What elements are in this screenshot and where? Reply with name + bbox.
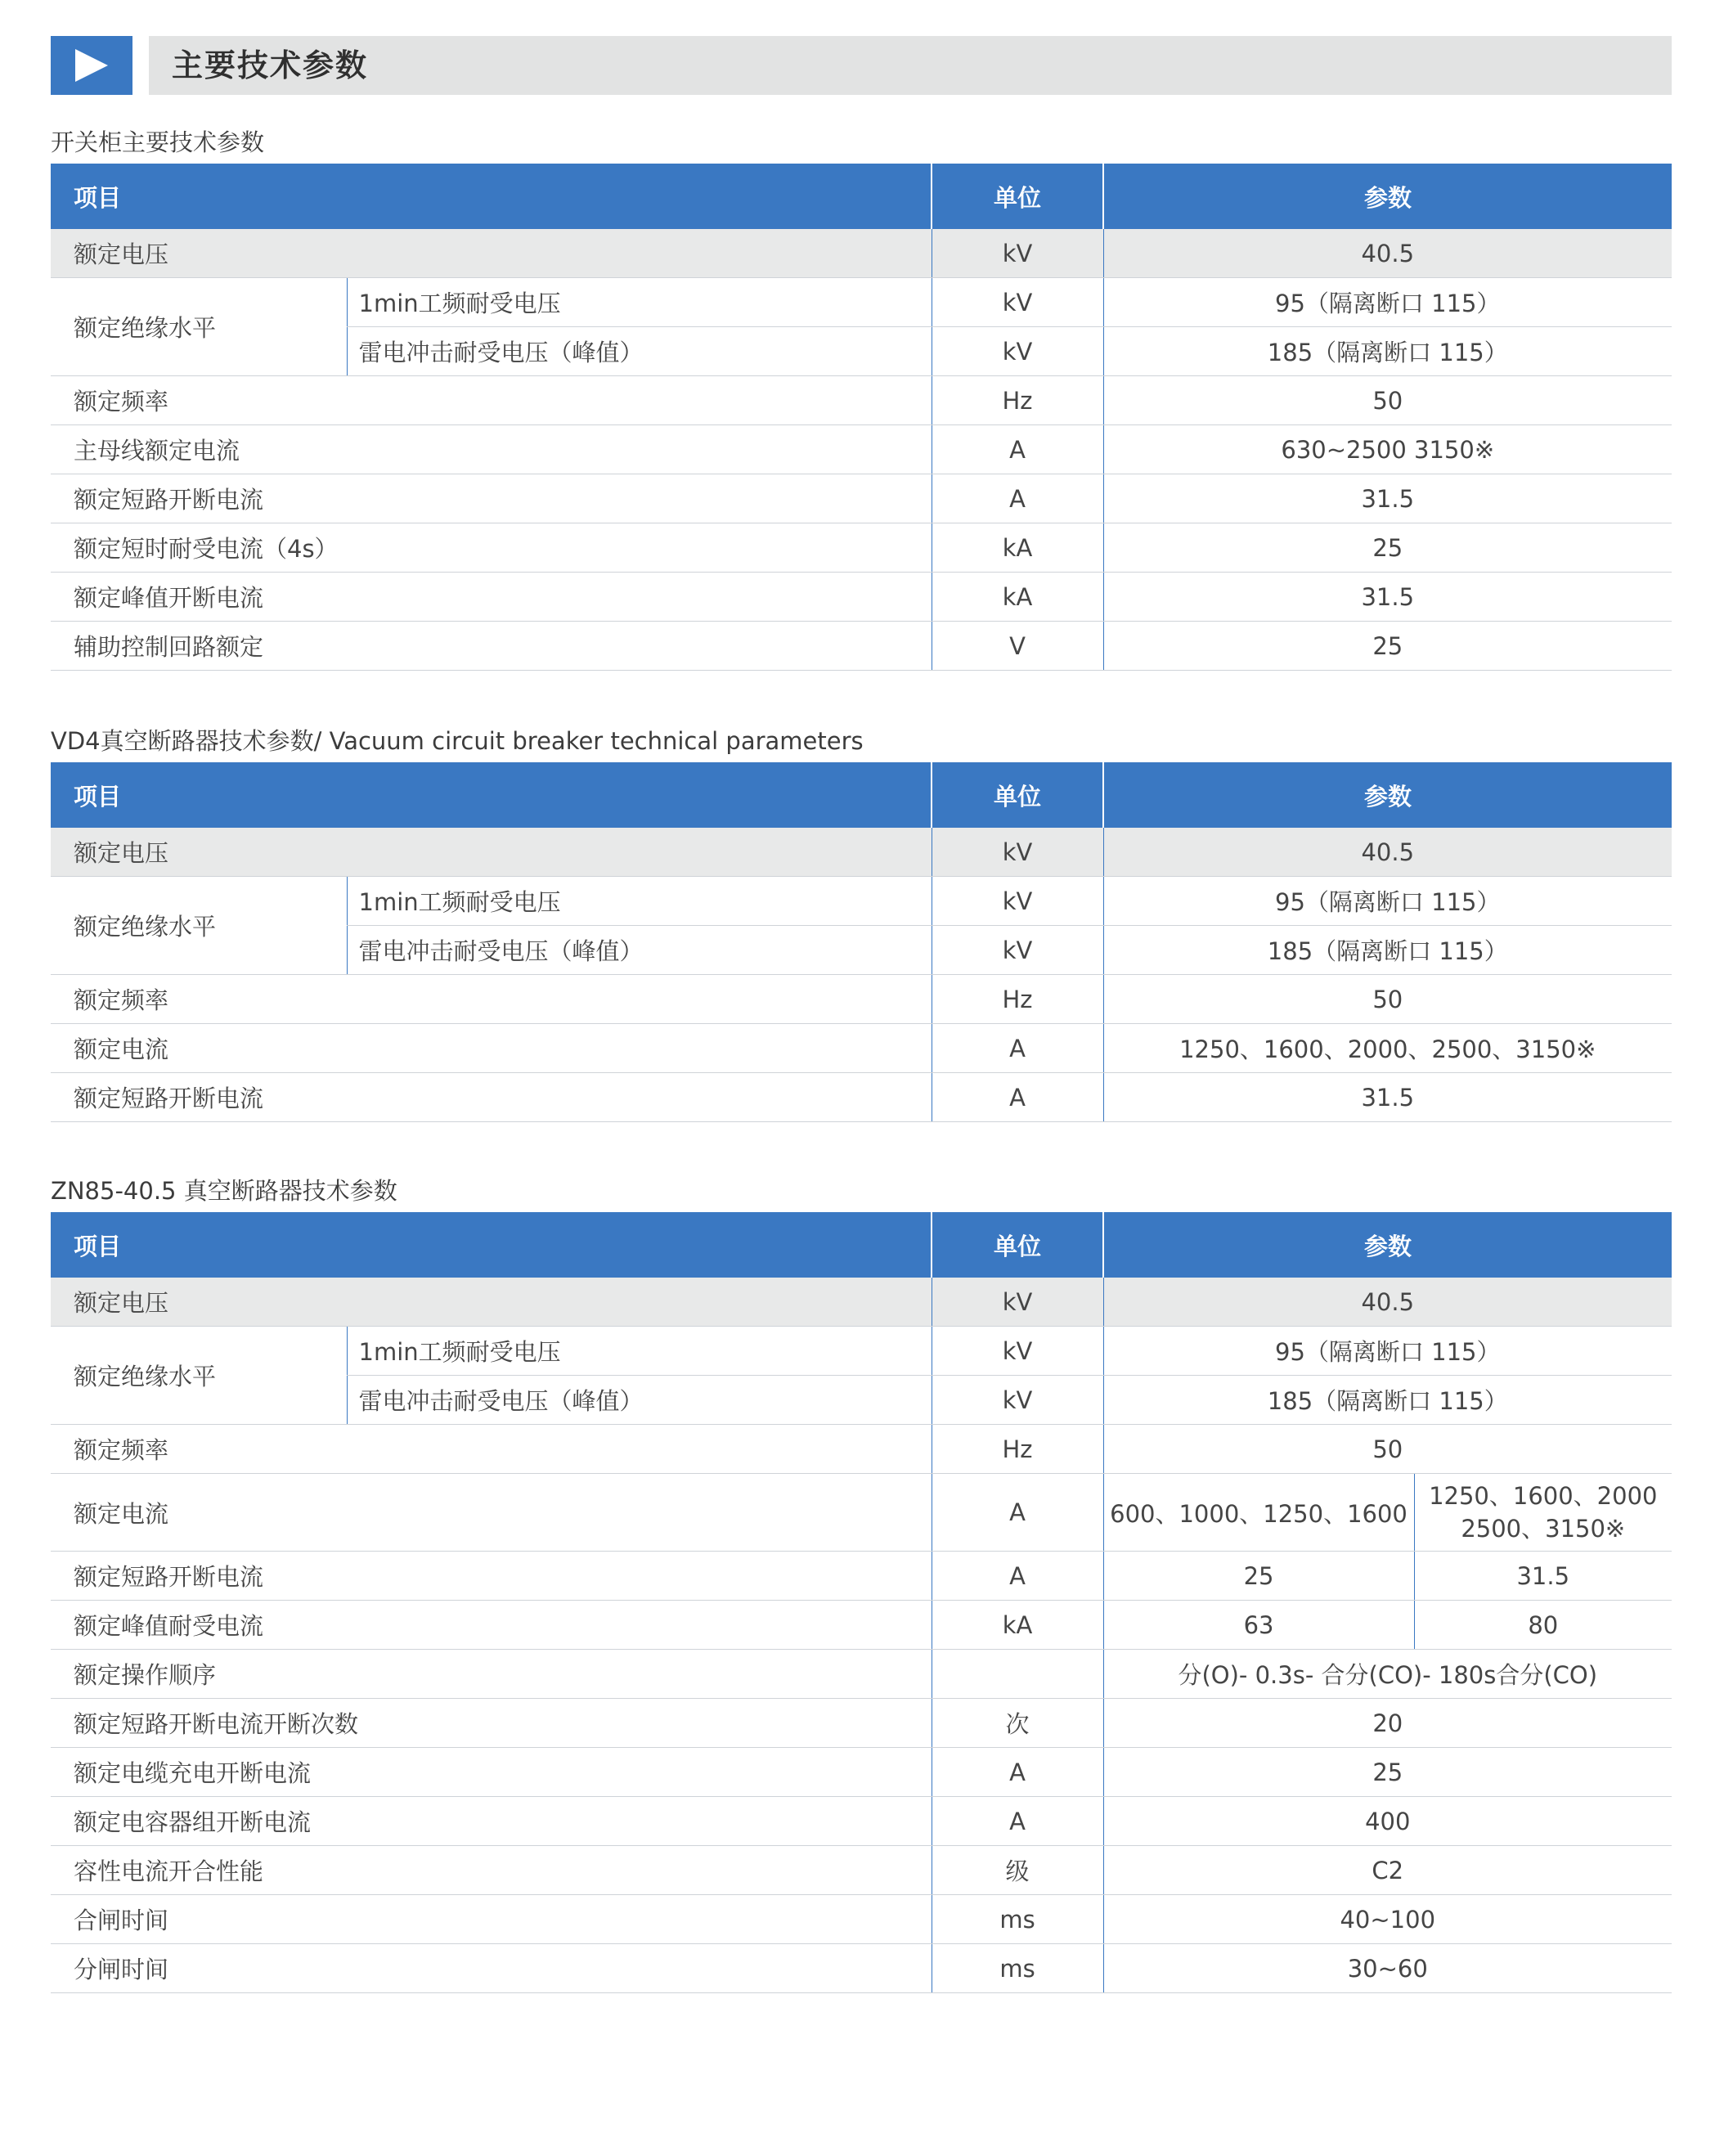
table-row [51, 1650, 1672, 1699]
row-label: 额定电容器组开断电流 [51, 1797, 932, 1846]
row-unit: kV [932, 229, 1103, 278]
row-value: 31.5 [1103, 474, 1672, 523]
row-value: 50 [1103, 1425, 1672, 1474]
row-label: 额定峰值开断电流 [51, 573, 932, 622]
row-value: C2 [1103, 1846, 1672, 1895]
row-value: 40.5 [1103, 1278, 1672, 1327]
table-row [51, 975, 1672, 1024]
table-row [51, 278, 1672, 327]
row-label: 额定频率 [51, 975, 932, 1024]
table-row [51, 474, 1672, 523]
header-param: 参数 [1103, 762, 1672, 828]
row-unit: kA [932, 523, 1103, 573]
row-unit: kV [932, 327, 1103, 376]
banner-icon-box [51, 36, 132, 95]
row-label: 额定绝缘水平 [51, 877, 347, 975]
row-value: 185（隔离断口 115） [1103, 327, 1672, 376]
row-unit: A [932, 474, 1103, 523]
header-param: 参数 [1103, 1212, 1672, 1278]
row-value: 95（隔离断口 115） [1103, 278, 1672, 327]
row-label: 额定峰值耐受电流 [51, 1601, 932, 1650]
table-row [51, 1601, 1672, 1650]
table-row [51, 1748, 1672, 1797]
table-row [51, 828, 1672, 877]
row-value: 50 [1103, 975, 1672, 1024]
row-label: 额定短路开断电流开断次数 [51, 1699, 932, 1748]
table-row [51, 1278, 1672, 1327]
row-unit: Hz [932, 1425, 1103, 1474]
row-value-a: 25 [1103, 1552, 1414, 1601]
row-unit: A [932, 1073, 1103, 1122]
zn85-spec-table [51, 1212, 1672, 1993]
table-header-row [51, 1212, 1672, 1278]
header-item: 项目 [51, 762, 932, 828]
row-label: 额定短路开断电流 [51, 1552, 932, 1601]
row-label: 额定短时耐受电流（4s） [51, 523, 932, 573]
row-value: 25 [1103, 523, 1672, 573]
table-row [51, 229, 1672, 278]
row-unit: Hz [932, 975, 1103, 1024]
row-sublabel: 雷电冲击耐受电压（峰值） [347, 1376, 932, 1425]
table3-title: ZN85-40.5 真空断路器技术参数 [51, 1177, 397, 1205]
row-value-b-line2: 2500、3150※ [1461, 1515, 1626, 1543]
table-row [51, 1895, 1672, 1944]
row-sublabel: 1min工频耐受电压 [347, 1327, 932, 1376]
switchgear-spec-table [51, 164, 1672, 671]
row-value: 31.5 [1103, 1073, 1672, 1122]
row-unit: ms [932, 1944, 1103, 1993]
header-item: 项目 [51, 164, 932, 229]
header-unit: 单位 [932, 1212, 1103, 1278]
row-sublabel: 1min工频耐受电压 [347, 877, 932, 926]
row-label: 额定操作顺序 [51, 1650, 932, 1699]
table-row [51, 1024, 1672, 1073]
row-unit: A [932, 1024, 1103, 1073]
row-label: 额定电缆充电开断电流 [51, 1748, 932, 1797]
row-value-b: 31.5 [1414, 1552, 1672, 1601]
row-unit: 次 [932, 1699, 1103, 1748]
table-row [51, 1797, 1672, 1846]
row-label: 额定电压 [51, 1278, 932, 1327]
row-unit: kV [932, 278, 1103, 327]
row-value: 分(O)- 0.3s- 合分(CO)- 180s合分(CO) [1103, 1650, 1672, 1699]
header-unit: 单位 [932, 762, 1103, 828]
table1-title: 开关柜主要技术参数 [51, 128, 265, 156]
header-item: 项目 [51, 1212, 932, 1278]
row-value: 40.5 [1103, 229, 1672, 278]
header-param: 参数 [1103, 164, 1672, 229]
row-label: 分闸时间 [51, 1944, 932, 1993]
table-row [51, 622, 1672, 671]
row-unit: A [932, 1552, 1103, 1601]
row-unit: kA [932, 1601, 1103, 1650]
row-label: 额定电压 [51, 828, 932, 877]
table-row [51, 877, 1672, 926]
table-row [51, 1552, 1672, 1601]
row-label: 额定电流 [51, 1474, 932, 1552]
row-unit: ms [932, 1895, 1103, 1944]
row-value: 40~100 [1103, 1895, 1672, 1944]
row-unit: kV [932, 828, 1103, 877]
row-value: 40.5 [1103, 828, 1672, 877]
row-unit: V [932, 622, 1103, 671]
table-row [51, 1474, 1672, 1552]
table-row [51, 523, 1672, 573]
row-label: 额定绝缘水平 [51, 1327, 347, 1425]
row-label: 额定短路开断电流 [51, 1073, 932, 1122]
vd4-spec-table [51, 762, 1672, 1122]
table-row [51, 1425, 1672, 1474]
row-unit: A [932, 1474, 1103, 1552]
header-unit: 单位 [932, 164, 1103, 229]
row-value: 50 [1103, 376, 1672, 425]
row-value: 20 [1103, 1699, 1672, 1748]
table-header-row [51, 762, 1672, 828]
table-row [51, 1944, 1672, 1993]
row-unit: A [932, 425, 1103, 474]
page-title: 主要技术参数 [172, 47, 369, 83]
table2-title: VD4真空断路器技术参数/ Vacuum circuit breaker technical parameters [51, 727, 864, 755]
row-value: 1250、1600、2000、2500、3150※ [1103, 1024, 1672, 1073]
row-sublabel: 雷电冲击耐受电压（峰值） [347, 926, 932, 975]
row-label: 额定短路开断电流 [51, 474, 932, 523]
row-unit [932, 1650, 1103, 1699]
row-value: 30~60 [1103, 1944, 1672, 1993]
row-unit: kV [932, 926, 1103, 975]
row-value: 31.5 [1103, 573, 1672, 622]
play-icon [72, 47, 111, 83]
row-value: 95（隔离断口 115） [1103, 1327, 1672, 1376]
row-value: 95（隔离断口 115） [1103, 877, 1672, 926]
banner-bar [149, 36, 1672, 95]
row-label: 容性电流开合性能 [51, 1846, 932, 1895]
table-row [51, 1846, 1672, 1895]
row-value-a: 600、1000、1250、1600 [1103, 1474, 1414, 1552]
row-value-b: 80 [1414, 1601, 1672, 1650]
row-value: 185（隔离断口 115） [1103, 926, 1672, 975]
table-row [51, 573, 1672, 622]
row-value: 630~2500 3150※ [1103, 425, 1672, 474]
table-row [51, 376, 1672, 425]
row-unit: A [932, 1797, 1103, 1846]
row-label: 额定频率 [51, 376, 932, 425]
row-sublabel: 雷电冲击耐受电压（峰值） [347, 327, 932, 376]
table-row [51, 425, 1672, 474]
row-unit: kV [932, 1376, 1103, 1425]
row-unit: A [932, 1748, 1103, 1797]
row-label: 主母线额定电流 [51, 425, 932, 474]
row-unit: kA [932, 573, 1103, 622]
row-label: 额定频率 [51, 1425, 932, 1474]
row-label: 额定电压 [51, 229, 932, 278]
row-unit: 级 [932, 1846, 1103, 1895]
row-unit: kV [932, 1278, 1103, 1327]
row-value: 25 [1103, 1748, 1672, 1797]
row-label: 额定电流 [51, 1024, 932, 1073]
row-label: 合闸时间 [51, 1895, 932, 1944]
row-value-b [1414, 1474, 1672, 1552]
row-value: 185（隔离断口 115） [1103, 1376, 1672, 1425]
row-label: 额定绝缘水平 [51, 278, 347, 376]
row-sublabel: 1min工频耐受电压 [347, 278, 932, 327]
row-unit: Hz [932, 376, 1103, 425]
row-value: 25 [1103, 622, 1672, 671]
row-unit: kV [932, 1327, 1103, 1376]
row-value-b-line1: 1250、1600、2000 [1429, 1482, 1658, 1510]
table-header-row [51, 164, 1672, 229]
section-banner [51, 36, 1672, 95]
table-row [51, 1073, 1672, 1122]
row-value: 400 [1103, 1797, 1672, 1846]
row-value-a: 63 [1103, 1601, 1414, 1650]
row-unit: kV [932, 877, 1103, 926]
row-label: 辅助控制回路额定 [51, 622, 932, 671]
table-row [51, 1699, 1672, 1748]
table-row [51, 1327, 1672, 1376]
